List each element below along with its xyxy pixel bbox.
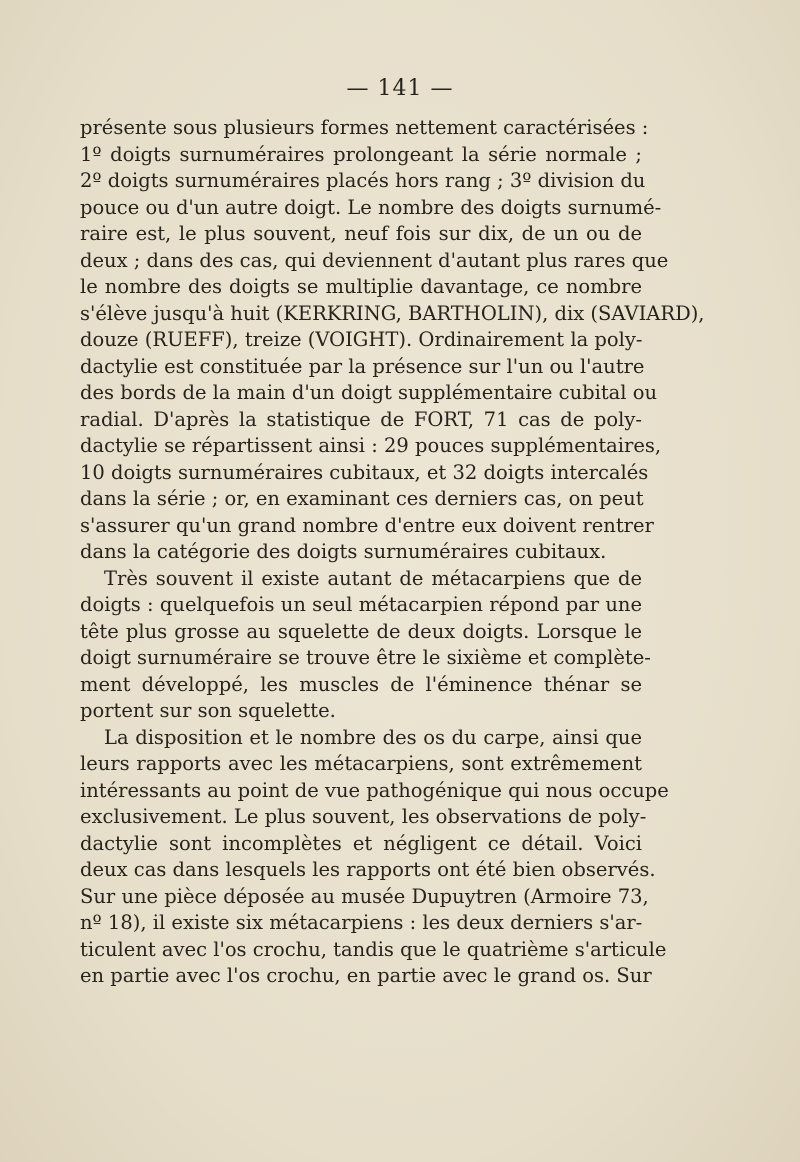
text-line: ment développé, les muscles de l'éminence thénar se: [80, 672, 642, 696]
text-line: radial. D'après la statistique de FORT, 71 cas de poly-: [80, 407, 642, 431]
paragraph-1: [80, 115, 705, 566]
text-line: 1º doigts surnuméraires prolongeant la série normale ;: [80, 142, 642, 166]
text-line: pouce ou d'un autre doigt. Le nombre des doigts surnumé-: [80, 195, 662, 219]
text-line: leurs rapports avec les métacarpiens, sont extrêmement: [80, 752, 642, 775]
text-line: tête plus grosse au squelette de deux doigts. Lorsque le: [80, 619, 642, 643]
text-line: doigt surnuméraire se trouve être le sixième et complète-: [80, 646, 651, 669]
text-line: dactylie est constituée par la présence sur l'un ou l'autre: [80, 354, 645, 378]
text-line: deux cas dans lesquels les rapports ont été bien observés.: [80, 858, 656, 881]
paragraph-2: [80, 566, 651, 725]
text-line: en partie avec l'os crochu, en partie avec le grand os. Sur: [80, 964, 652, 987]
text-line: douze (RUEFF), treize (VOIGHT). Ordinairement la poly-: [80, 328, 643, 351]
text-line: dans la catégorie des doigts surnuméraires cubitaux.: [80, 540, 607, 563]
text-line: raire est, le plus souvent, neuf fois sur dix, de un ou de: [80, 222, 642, 245]
text-line: le nombre des doigts se multiplie davantage, ce nombre: [80, 275, 642, 298]
text-line: doigts : quelquefois un seul métacarpien répond par une: [80, 593, 642, 616]
text-line: présente sous plusieurs formes nettement caractérisées :: [80, 116, 649, 139]
text-line: s'assurer qu'un grand nombre d'entre eux doivent rentrer: [80, 513, 654, 537]
text-line: intéressants au point de vue pathogénique qui nous occupe: [80, 778, 669, 802]
text-line: dactylie sont incomplètes et négligent ce détail. Voici: [80, 831, 642, 855]
text-line: 2º doigts surnuméraires placés hors rang ; 3º division du: [80, 169, 646, 192]
text-line: dactylie se répartissent ainsi : 29 pouces supplémentaires,: [80, 434, 662, 457]
text-line: dans la série ; or, en examinant ces derniers cas, on peut: [80, 487, 644, 510]
text-line: Très souvent il existe autant de métacarpiens que de: [104, 566, 642, 590]
page-number: — 141 —: [346, 76, 454, 101]
text-line: La disposition et le nombre des os du carpe, ainsi que: [104, 725, 642, 749]
text-line: 10 doigts surnuméraires cubitaux, et 32 doigts intercalés: [80, 460, 649, 484]
text-line: des bords de la main d'un doigt supplémentaire cubital ou: [80, 381, 658, 404]
text-line: s'élève jusqu'à huit (KERKRING, BARTHOLIN), dix (SAVIARD),: [80, 301, 705, 325]
paragraph-3: [80, 725, 669, 990]
text-line: ticulent avec l'os crochu, tandis que le quatrième s'articule: [80, 937, 667, 961]
body-text: [80, 115, 705, 990]
text-line: deux ; dans des cas, qui deviennent d'autant plus rares que: [80, 248, 669, 272]
text-line: Sur une pièce déposée au musée Dupuytren (Armoire 73,: [80, 884, 649, 908]
text-line: portent sur son squelette.: [80, 699, 336, 722]
text-line: nº 18), il existe six métacarpiens : les deux derniers s'ar-: [80, 911, 643, 934]
text-line: exclusivement. Le plus souvent, les observations de poly-: [80, 805, 647, 828]
